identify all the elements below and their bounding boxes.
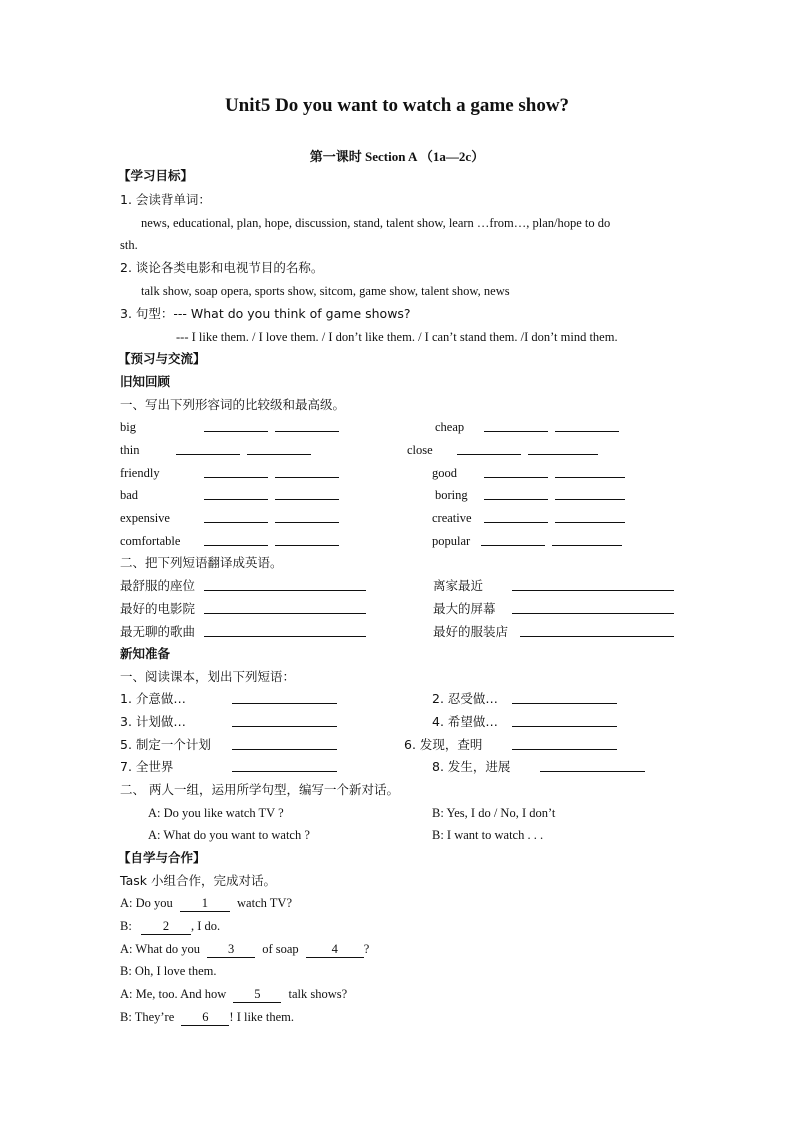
adj-right-2: good	[432, 466, 457, 480]
translate-left-2: 最无聊的歌曲	[120, 624, 196, 639]
phrase-left-0: 1. 介意做…	[120, 691, 186, 706]
conv-text: ?	[363, 942, 370, 956]
conv-text: B: They’re	[120, 1010, 175, 1024]
blank-pair[interactable]	[176, 442, 311, 459]
section-goals-heading: 【学习目标】	[118, 168, 194, 183]
question-2: 二、把下列短语翻译成英语。	[120, 555, 283, 570]
blank-pair[interactable]	[457, 442, 598, 459]
blank-number[interactable]: 5	[233, 986, 281, 1003]
phrase-left-1: 3. 计划做…	[120, 714, 186, 729]
question-1: 一、写出下列形容词的比较级和最高级。	[120, 397, 346, 412]
adj-left-5: comfortable	[120, 534, 181, 548]
conv-text: , I do.	[190, 919, 221, 933]
lesson-subtitle: 第一课时 Section A （1a—2c）	[309, 149, 485, 164]
blank[interactable]	[512, 601, 674, 618]
blank[interactable]	[204, 578, 366, 595]
adj-left-4: expensive	[120, 511, 170, 525]
conv-text: of soap	[262, 942, 299, 956]
review-heading: 旧知回顾	[120, 374, 171, 389]
conv-line-5	[120, 986, 347, 1003]
dialog-2-b: B: I want to watch . . .	[432, 828, 544, 842]
conv-text: A: What do you	[120, 942, 200, 956]
blank-pair[interactable]	[484, 465, 625, 482]
goal-1-words-cont: sth.	[120, 238, 138, 252]
adj-right-3: boring	[435, 488, 468, 502]
conv-text: watch TV?	[237, 896, 292, 910]
goal-3-answers: --- I like them. / I love them. / I don’t like them. / I can’t stand them. /I don’t mind them.	[176, 330, 618, 344]
blank[interactable]	[204, 601, 366, 618]
blank[interactable]	[540, 759, 645, 776]
phrase-right-2: 6. 发现，查明	[404, 737, 483, 752]
goal-2-words: talk show, soap opera, sports show, sitcom, game show, talent show, news	[141, 284, 510, 298]
blank[interactable]	[232, 737, 337, 754]
pair-instruction: 二、 两人一组，运用所学句型，编写一个新对话。	[120, 782, 399, 797]
phrase-right-0: 2. 忍受做…	[432, 691, 498, 706]
goal-1: 1. 会读背单词：	[120, 192, 211, 207]
blank[interactable]	[512, 714, 617, 731]
phrase-right-1: 4. 希望做…	[432, 714, 498, 729]
blank[interactable]	[232, 759, 337, 776]
conv-text: ! I like them.	[229, 1010, 294, 1024]
blank-pair[interactable]	[484, 419, 619, 436]
conv-line-4: B: Oh, I love them.	[120, 964, 217, 978]
adj-left-2: friendly	[120, 466, 160, 480]
conv-text: A: Me, too. And how	[120, 987, 227, 1001]
translate-right-0: 离家最近	[433, 578, 484, 593]
adj-left-1: thin	[120, 443, 140, 457]
blank-number[interactable]: 1	[180, 895, 230, 912]
blank-pair[interactable]	[481, 533, 622, 550]
blank[interactable]	[512, 578, 674, 595]
blank[interactable]	[512, 737, 617, 754]
adj-right-1: close	[407, 443, 433, 457]
adj-left-3: bad	[120, 488, 139, 502]
blank-pair[interactable]	[204, 465, 339, 482]
blank-pair[interactable]	[204, 510, 339, 527]
task-instruction: Task 小组合作，完成对话。	[120, 873, 276, 888]
translate-right-2: 最好的服装店	[433, 624, 509, 639]
blank-pair[interactable]	[484, 510, 625, 527]
conv-line-6	[120, 1009, 294, 1026]
blank[interactable]	[204, 624, 366, 641]
goal-2: 2. 谈论各类电影和电视节目的名称。	[120, 260, 324, 275]
read-instruction: 一、阅读课本，划出下列短语：	[120, 669, 296, 684]
dialog-1-b: B: Yes, I do / No, I don’t	[432, 806, 556, 820]
goal-1-words: news, educational, plan, hope, discussion, stand, talent show, learn …from…, plan/hope to do	[141, 216, 611, 230]
new-prep-heading: 新知准备	[120, 646, 171, 661]
adj-left-0: big	[120, 420, 136, 434]
conv-text: B:	[120, 919, 132, 933]
blank-pair[interactable]	[204, 487, 339, 504]
adj-right-4: creative	[432, 511, 472, 525]
conv-line-1	[120, 895, 292, 912]
blank[interactable]	[232, 691, 337, 708]
phrase-left-2: 5. 制定一个计划	[120, 737, 211, 752]
dialog-1-a: A: Do you like watch TV ?	[148, 806, 284, 820]
blank[interactable]	[512, 691, 617, 708]
conv-line-3	[120, 941, 369, 958]
section-preview-heading: 【预习与交流】	[118, 351, 206, 366]
blank-pair[interactable]	[484, 487, 625, 504]
blank[interactable]	[232, 714, 337, 731]
phrase-right-3: 8. 发生，进展	[432, 759, 511, 774]
blank-pair[interactable]	[204, 419, 339, 436]
conv-text: talk shows?	[288, 987, 348, 1001]
blank-number[interactable]: 6	[181, 1009, 229, 1026]
dialog-2-a: A: What do you want to watch ?	[148, 828, 310, 842]
adj-right-0: cheap	[435, 420, 465, 434]
conv-line-2	[120, 918, 220, 935]
blank[interactable]	[520, 624, 674, 641]
translate-right-1: 最大的屏幕	[433, 601, 496, 616]
adj-right-5: popular	[432, 534, 471, 548]
document-title: Unit5 Do you want to watch a game show?	[224, 95, 570, 116]
blank-number[interactable]: 4	[306, 941, 364, 958]
blank-number[interactable]: 3	[207, 941, 255, 958]
translate-left-1: 最好的电影院	[120, 601, 196, 616]
goal-3: 3. 句型：--- What do you think of game shows?	[120, 306, 411, 321]
blank-pair[interactable]	[204, 533, 339, 550]
translate-left-0: 最舒服的座位	[120, 578, 196, 593]
blank-number[interactable]: 2	[141, 918, 191, 935]
section-coop-heading: 【自学与合作】	[118, 850, 206, 865]
conv-text: A: Do you	[120, 896, 173, 910]
phrase-left-3: 7. 全世界	[120, 759, 174, 774]
